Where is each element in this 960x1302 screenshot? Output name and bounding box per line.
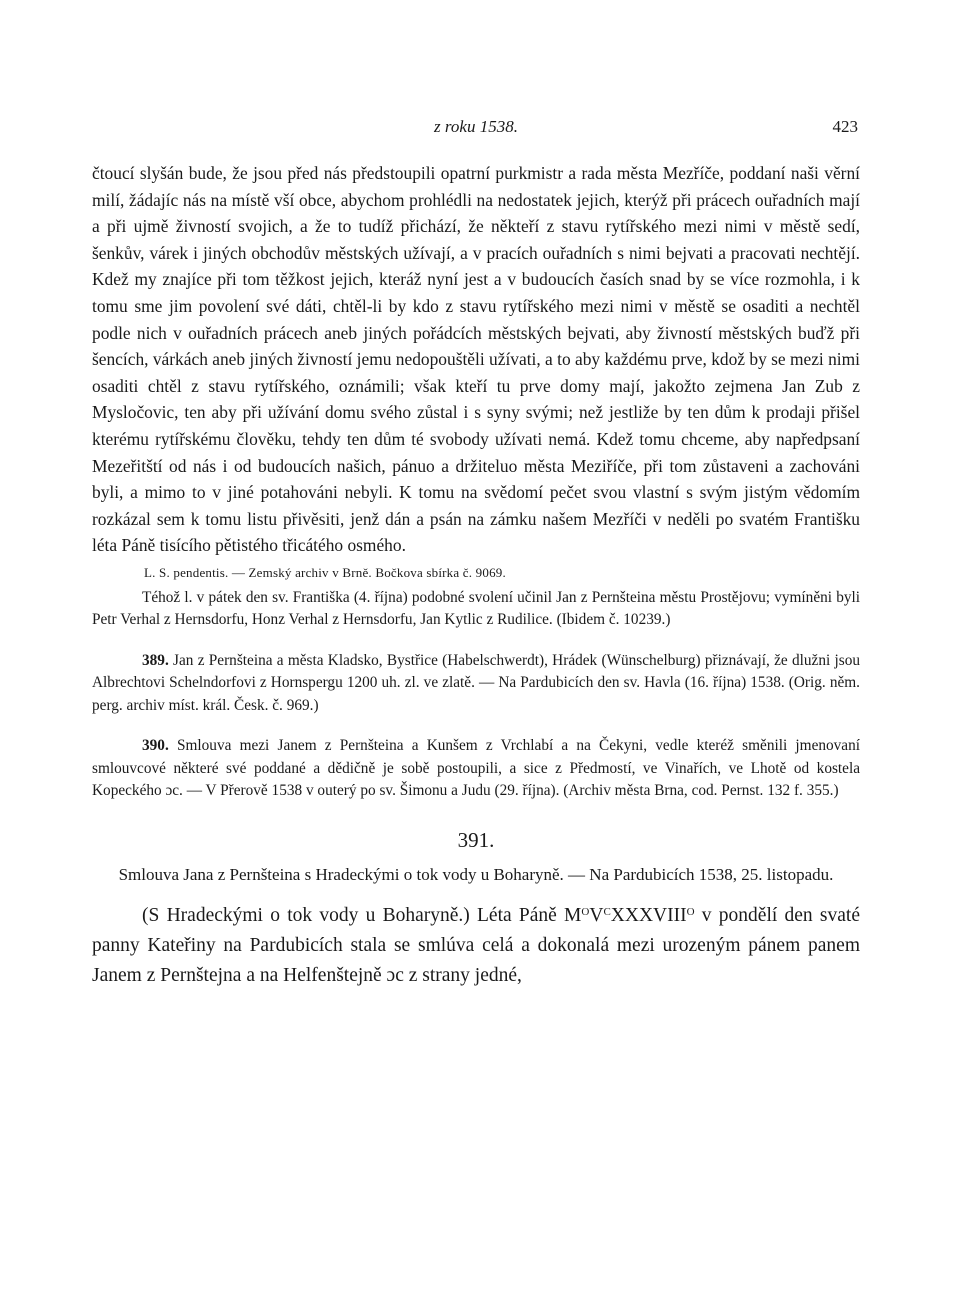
regest-389 — [92, 650, 860, 718]
document-number-heading: 391. — [457, 827, 495, 852]
page-number: 423 — [832, 117, 858, 136]
source-note: L. S. pendentis. — Zemský archiv v Brně. Bočkova sbírka č. 9069. — [144, 564, 506, 580]
text-part: (S Hradeckými o tok vody u Boharyně.) Léta Páně M — [142, 904, 582, 926]
regest-text: Jan z Pernšteina a města Kladsko, Bystřice (Habelschwerdt), Hrádek (Wünschelburg) přiznávají, že dlužni jsou Albrechtovi Schelndorfovi z Hornspergu 1200 uh. zl. ve zlatě. — Na Pardubicích den sv. Havla (16. října) 1538. (Orig. něm. perg. archiv míst. král. Česk. č. 969.) — [92, 651, 860, 714]
text-part: V — [589, 904, 604, 926]
page-body — [92, 160, 860, 991]
regest-text: Smlouva mezi Janem z Pernšteina a Kunšem z Vrchlabí a na Čekyni, vedle kteréž směnili jmenovaní smlouvcové některé své poddané a dědičně je sobě postoupili, a sice z Předmostí, ve Vinařích, ve Lhotě od kostela Kopeckého ɔc. — V Přerově 1538 v outerý po sv. Šimonu a Judu (29. října). (Archiv města Brna, cod. Pernst. 132 f. 355.) — [92, 737, 860, 800]
regest-number: 390. — [142, 737, 169, 755]
superscript: C — [603, 905, 611, 918]
superscript: O — [581, 905, 590, 918]
document-text — [92, 901, 860, 991]
text-part: v pondělí den svaté panny Kateřiny na Pardubicích stala se smlúva celá a dokonalá mezi urozeným pánem panem Janem z Pernštejna a na Helfenštejně ɔc z strany jedné, — [92, 904, 860, 986]
document-regest: Smlouva Jana z Pernšteina s Hradeckými o tok vody u Boharyně. — Na Pardubicích 1538, 25. listopadu. — [118, 864, 834, 884]
superscript: O — [686, 905, 695, 918]
text-part: XXXVIII — [610, 904, 687, 926]
same-year-note: Téhož l. v pátek den sv. Františka (4. října) podobné svolení učinil Jan z Pernšteina městu Prostějovu; vymíněni byli Petr Verhal z Hernsdorfu, Honz Verhal z Hernsdorfu, Jan Kytlic z Rudilice. (Ibidem č. 10239.) — [92, 588, 860, 629]
running-title: z roku 1538. — [434, 117, 518, 136]
regest-number: 389. — [142, 651, 169, 669]
regest-390 — [92, 735, 860, 803]
main-paragraph: čtoucí slyšán bude, že jsou před nás předstoupili opatrní purkmistr a rada města Mezříče, poddaní naši věrní milí, žádajíc nás na místě vší obce, abychom prohlédli na nedostatek jejich, kterýž při prácech ouřadních mají a při ujmě živností svojich, a že to tudíž přichází, že někteří z stavu rytířského mezi nimi v městě sedí, šenkův, várek i jiných obchodův městských užívají, a v pracích ouřadních s nimi bejvati a pracovati nechtějí. Kdež my znajíce při tom těžkost jejich, kteráž nyní jest a v budoucích časích snad by se více rozmohla, i k tomu sme jim povolení své dáti, chtěl-li by kdo z stavu rytířského mezi nimi v městě se osaditi a nechtěl podle nich v ouřadních prácech aneb jiných pořádcích městských bejvati, aby živností městských buďž při šencích, várkách aneb jiných živností jemu nedopouštěli užívati, a to aby každému prve, kdož by se mezi nimi osaditi chtěl z stavu rytířského, oznámili; však kteří tu prve domy mají, jakožto zejmena Jan Zub z Mysločovic, ten aby při užívání domu svého zůstal i s syny svými; než jestliže by ten dům k prodaji přišel kterému rytířskému člověku, tehdy ten dům té svobody užívati nemá. Kdež tomu chceme, aby napředpsaní Mezeřitští od nás i od budoucích našich, pánuo a držiteluo města Meziříče, při tom zůstaveni a zachováni byli, a mimo to v jiné potahováni nebyli. K tomu na svědomí pečet svou vlastní s svým jistým vědomím rozkázal sem k tomu listu přivěsiti, jenž dán a psán na zámku našem Mezříči v neděli po svatém Františku léta Páně tisícího pětistého třicátého osmého. — [92, 163, 860, 556]
running-header — [92, 117, 860, 141]
